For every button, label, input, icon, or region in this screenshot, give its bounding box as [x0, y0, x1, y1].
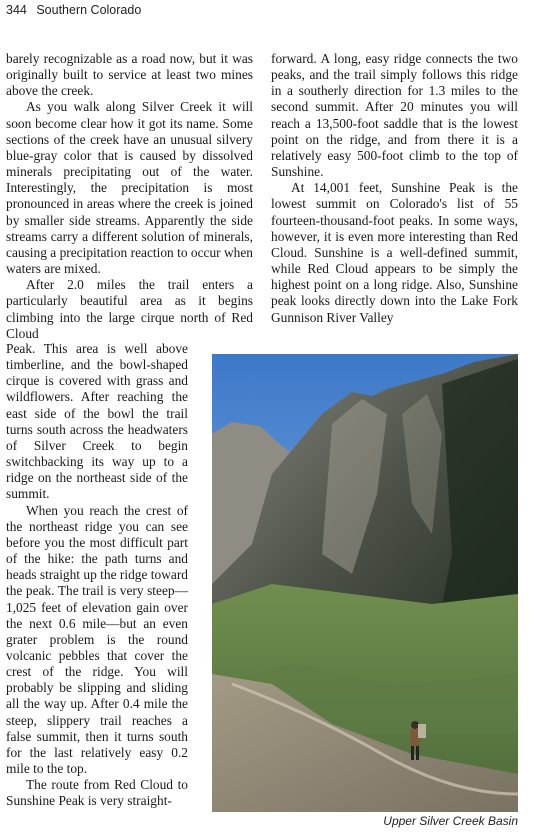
paragraph: forward. A long, easy ridge connects the two peaks, and the trail simply follows this ridge in a southerly direction for 1.3 miles to the second summit. After 20 minutes you will reach a 13,500-foot saddle that is the lowest point on the ridge, and from there it is a relatively easy 500-foot climb to the top of Sunshine.: [271, 51, 518, 180]
paragraph: After 2.0 miles the trail enters a particularly beautiful area as it begins climbing into the large cirque north of Red Cloud: [6, 277, 253, 341]
right-column: [271, 51, 518, 326]
section-title: Southern Colorado: [36, 3, 142, 17]
photo-caption: Upper Silver Creek Basin: [383, 814, 518, 828]
paragraph: As you walk along Silver Creek it will soon become clear how it got its name. Some sections of the creek have an unusual silvery blue-gray color that is caused by dissolved minerals precipitating out of the water. Interestingly, the precipitation is most pronounced in areas where the creek is joined by smaller side streams. Apparently the side streams carry a different solution of minerals, causing a precipitation reaction to occur when waters are mixed.: [6, 99, 253, 277]
left-column-top: [6, 51, 253, 342]
running-header: [6, 3, 141, 17]
landscape-photo: [212, 354, 518, 812]
paragraph: At 14,001 feet, Sunshine Peak is the lowest summit on Colorado's list of 55 fourteen-thousand-foot peaks. In some ways, however, it is even more interesting than Red Cloud. Sunshine is a well-defined summit, while Red Cloud appears to be simply the highest point on a long ridge. Also, Sunshine peak looks directly down into the Lake Fork Gunnison River Valley: [271, 180, 518, 325]
paragraph: barely recognizable as a road now, but it was originally built to service at least two mines above the creek.: [6, 51, 253, 99]
page-number: 344: [6, 3, 27, 17]
mountain-basin-image: [212, 354, 518, 812]
paragraph: When you reach the crest of the northeast ridge you can see before you the most difficult part of the hike: the path turns and heads straight up the ridge toward the peak. The trail is very steep—1,025 feet of elevation gain over the next 0.6 mile—but an even grater problem is the round volcanic pebbles that cover the crest of the ridge. You will probably be slipping and sliding all the way up. After 0.4 mile the steep, slippery trail reaches a false summit, then it turns south for the last relatively easy 0.2 mile to the top.: [6, 502, 188, 777]
left-column-bottom: [6, 341, 188, 810]
paragraph: The route from Red Cloud to Sunshine Peak is very straight-: [6, 777, 188, 809]
paragraph: Peak. This area is well above timberline, and the bowl-shaped cirque is covered with grass and wildflowers. After reaching the east side of the bowl the trail turns south across the headwaters of Silver Creek to begin switchbacking its way up to a ridge on the northeast side of the summit.: [6, 341, 188, 502]
